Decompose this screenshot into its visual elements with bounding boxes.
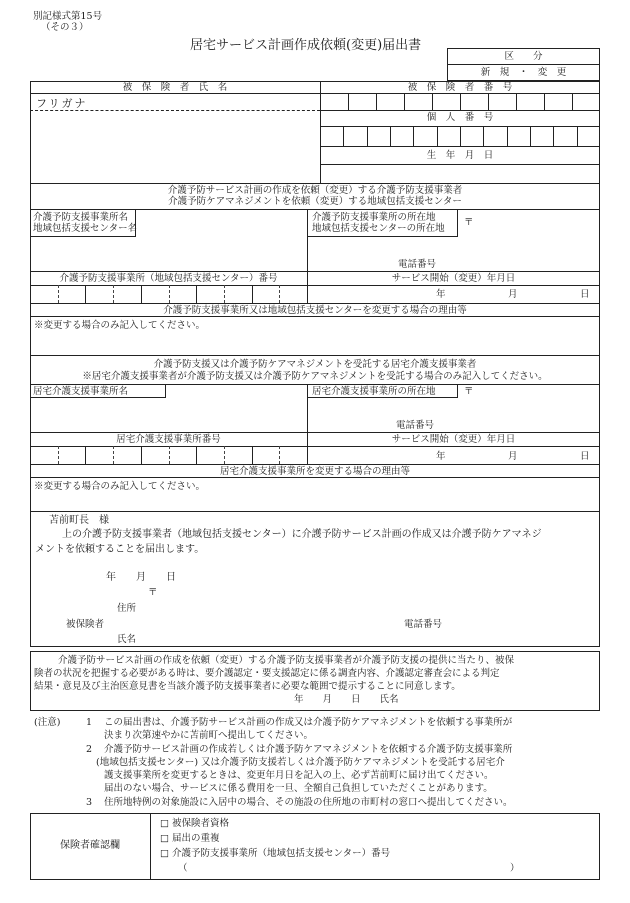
insured-name-field[interactable] [31, 111, 319, 182]
notes-label: (注意) [34, 717, 61, 728]
cell-divider [252, 285, 253, 303]
declaration-body2: メントを依頼することを届出します。 [35, 544, 205, 555]
declaration-name-label: 氏名 [117, 634, 137, 645]
section1-month: 月 [508, 289, 518, 300]
consent-line2: 険者の状況を把握する必要がある時は、要介護認定・要支援認定に係る調査内容、介護認定審査会による判定 [34, 668, 500, 679]
furigana-label: フリガナ [36, 97, 88, 110]
note2-line-c: 護支援事業所を変更するときは、変更年月日を記入の上、必ず苫前町に届け出てください。 [104, 770, 494, 781]
cell-divider [507, 126, 508, 146]
section2-address-field[interactable] [459, 385, 599, 419]
birthdate-label: 生 年 月 日 [426, 150, 494, 161]
section1-number-label: 介護予防支援事業所（地域包括支援センター）番号 [59, 273, 278, 284]
note3-line-a: 住所地特例の対象施設に入居中の場合、その施設の住所地の市町村の窓口へ提出してください。 [104, 797, 513, 808]
section2-office-name-label: 居宅介護支援事業所名 [33, 386, 129, 397]
section1-office-name-field[interactable] [31, 238, 306, 270]
section1-year: 年 [436, 289, 446, 300]
confirm-paren-close: ） [510, 863, 520, 874]
birthdate-field[interactable] [321, 165, 599, 182]
office-name-label1: 介護予防支援事業所名 [33, 212, 129, 223]
cell-divider [553, 126, 554, 146]
confirm-check-duplicate[interactable]: □ 届出の重複 [160, 833, 220, 844]
section2-reason-field[interactable] [31, 478, 599, 510]
cell-divider [404, 93, 405, 110]
cell-divider [572, 93, 573, 110]
insured-number-header: 被 保 険 者 番 号 [407, 82, 513, 93]
cell-divider [85, 446, 86, 464]
declaration-postal-mark: 〒 [148, 587, 158, 598]
form-subnumber: （その３） [41, 22, 89, 33]
section2-number-label: 居宅介護支援事業所番号 [116, 434, 221, 445]
note2-line-a: 介護予防サービス計画の作成若しくは介護予防ケアマネジメントを依頼する介護予防支援事業所 [104, 744, 513, 755]
personal-number-label: 個 人 番 号 [426, 112, 494, 123]
cell-divider [577, 126, 578, 146]
section1-reason-title: 介護予防支援事業所又は地域包括支援センターを変更する場合の理由等 [163, 305, 467, 316]
cell-divider [196, 446, 197, 464]
section1-start-date-field[interactable] [308, 286, 599, 302]
cell-divider [376, 93, 377, 110]
office-name-label2: 地域包括支援センター名 [33, 223, 138, 234]
note2-line-d: 届出のない場合、サービスに係る費用を一旦、全額自己負担していただくことがあります。 [104, 783, 493, 794]
section2-start-date-field[interactable] [308, 447, 599, 463]
cell-divider [279, 285, 280, 303]
section1-title1: 介護予防サービス計画の作成を依頼（変更）する介護予防支援事業者 [167, 185, 463, 196]
section2-title2: ※居宅介護支援事業者が介護予防支援又は介護予防ケアマネジメントを受託する場合のみ記入してください。 [82, 371, 548, 382]
cell-divider [224, 446, 225, 464]
cell-divider [58, 446, 59, 464]
cell-divider [483, 126, 484, 146]
cell-divider [437, 126, 438, 146]
confirm-check-qualification[interactable]: □ 被保険者資格 [160, 818, 229, 829]
cell-divider [460, 126, 461, 146]
addressee: 苫前町長 様 [49, 515, 109, 526]
section1-day: 日 [580, 289, 590, 300]
section2-year: 年 [436, 451, 446, 462]
section1-address-field[interactable] [459, 210, 599, 260]
declaration-address-field[interactable] [140, 598, 420, 614]
cell-divider [367, 126, 368, 146]
section1-start-label: サービス開始（変更）年月日 [391, 273, 516, 284]
cell-divider [169, 446, 170, 464]
cell-divider [348, 93, 349, 110]
section2-start-label: サービス開始（変更）年月日 [391, 434, 516, 445]
cell-divider [113, 285, 114, 303]
cell-divider [196, 285, 197, 303]
kubun-label: 区 分 [504, 51, 543, 62]
note1-line-a: この届出書は、介護予防サービス計画の作成又は介護予防ケアマネジメントを依頼する事業所が [104, 717, 513, 728]
section1-reason-field[interactable] [31, 317, 599, 354]
cell-divider [460, 93, 461, 110]
cell-divider [113, 446, 114, 464]
section1-postal-mark: 〒 [464, 217, 474, 228]
section2-address-label: 居宅介護支援事業所の所在地 [312, 386, 436, 397]
consent-date-name[interactable]: 年 月 日 氏名 [294, 694, 399, 705]
cell-divider [252, 446, 253, 464]
cell-divider [141, 446, 142, 464]
cell-divider [516, 93, 517, 110]
office-address-label2: 地域包括支援センターの所在地 [312, 223, 445, 234]
cell-divider [390, 126, 391, 146]
section2-postal-mark: 〒 [464, 386, 474, 397]
cell-divider [530, 126, 531, 146]
cell-divider [224, 285, 225, 303]
consent-line1: 介護予防サービス計画の作成を依頼（変更）する介護予防支援事業者が介護予防支援の提供に当たり、被保 [58, 655, 515, 666]
cell-divider [141, 285, 142, 303]
section2-reason-note: ※変更する場合のみ記入してください。 [34, 481, 206, 492]
cell-divider [85, 285, 86, 303]
note3-number: 3 [86, 797, 93, 808]
cell-divider [169, 285, 170, 303]
form-number: 別記様式第15号 [33, 11, 103, 22]
declaration-date[interactable]: 年 月 日 [106, 572, 176, 583]
declaration-insured-label: 被保険者 [66, 619, 105, 630]
cell-divider [58, 285, 59, 303]
declaration-address-label: 住所 [117, 603, 137, 614]
section2-day: 日 [580, 451, 590, 462]
office-address-label1: 介護予防支援事業所の所在地 [312, 212, 436, 223]
note2-line-b: (地域包括支援センター) 又は介護予防支援若しくは介護予防ケアマネジメントを受託する居宅介 [96, 757, 505, 768]
cell-divider [413, 126, 414, 146]
section2-month: 月 [508, 451, 518, 462]
section1-reason-note: ※変更する場合のみ記入してください。 [34, 320, 206, 331]
declaration-phone-label: 電話番号 [404, 619, 443, 630]
consent-line3: 結果・意見及び主治医意見書を当該介護予防支援事業者に必要な範囲で提示することに同意します。 [34, 681, 461, 692]
note1-line-b: 決まり次第速やかに苫前町へ提出してください。 [104, 730, 314, 741]
cell-divider [279, 446, 280, 464]
cell-divider [343, 126, 344, 146]
insured-name-header: 被 保 険 者 氏 名 [122, 82, 228, 93]
section2-title1: 介護予防支援又は介護予防ケアマネジメントを受託する居宅介護支援事業者 [153, 359, 477, 370]
section2-office-name-field[interactable] [31, 399, 306, 431]
page-title: 居宅サービス計画作成依頼(変更)届出書 [190, 38, 422, 53]
confirm-paren-open: （ [178, 863, 188, 874]
cell-divider [544, 93, 545, 110]
insurer-confirm-label: 保険者確認欄 [60, 840, 120, 851]
cell-divider [488, 93, 489, 110]
declaration-name-field[interactable] [140, 630, 400, 646]
cell-divider [432, 93, 433, 110]
confirm-check-office-number[interactable]: □ 介護予防支援事業所（地域包括支援センター）番号 [160, 848, 391, 859]
note2-number: 2 [86, 744, 93, 755]
note1-number: 1 [86, 717, 93, 728]
section2-phone-label: 電話番号 [396, 420, 435, 431]
declaration-body1: 上の介護予防支援事業者（地域包括支援センター）に介護予防サービス計画の作成又は介護予防ケアマネジ [62, 529, 542, 540]
section1-title2: 介護予防ケアマネジメントを依頼（変更）する地域包括支援センター [168, 196, 462, 207]
section2-reason-title: 居宅介護支援事業所を変更する場合の理由等 [219, 466, 410, 477]
kubun-value[interactable]: 新 規 ・ 変 更 [480, 67, 567, 78]
section1-phone-label: 電話番号 [398, 259, 437, 270]
